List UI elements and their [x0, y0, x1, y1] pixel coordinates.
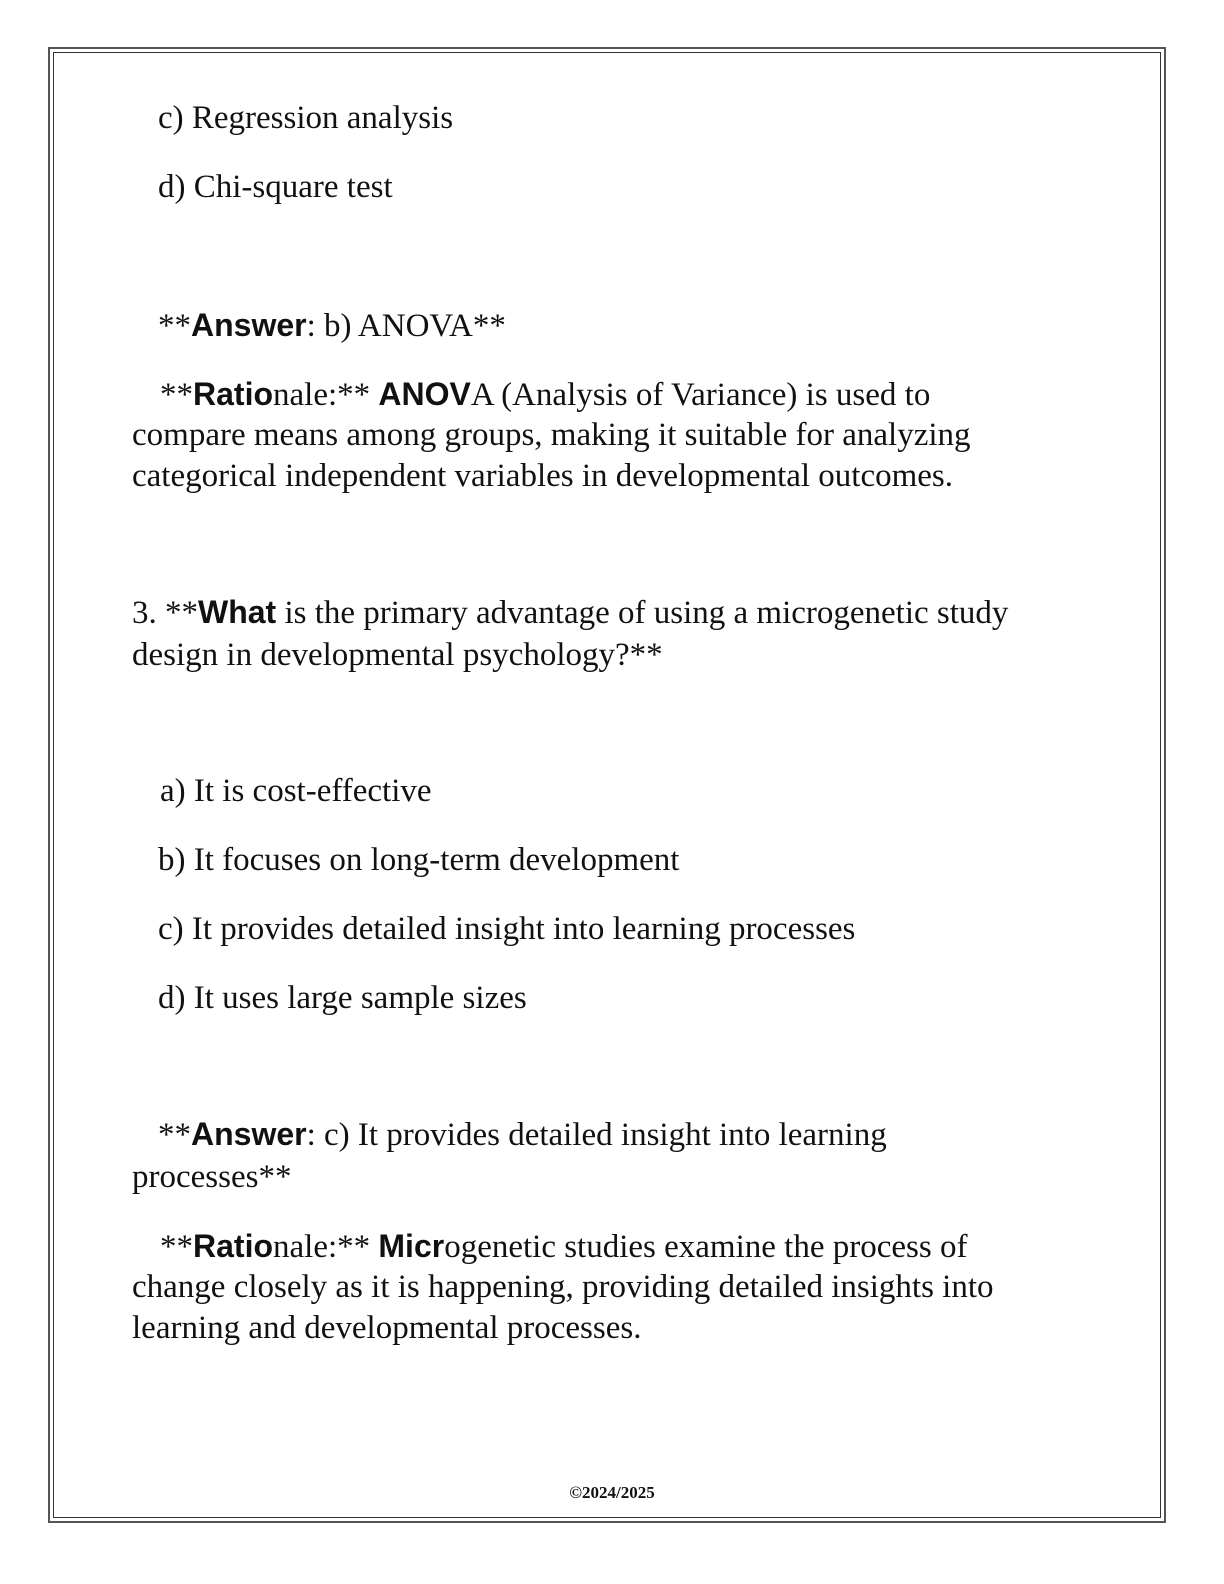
q2-rationale-line-2: compare means among groups, making it suitable for analyzing	[132, 417, 971, 453]
q2-rationale-keyword: Ratio	[193, 376, 273, 412]
q2-rationale-prefix: **	[160, 377, 193, 413]
q3-rationale-keyword: Ratio	[193, 1228, 273, 1264]
q2-rationale-line-3: categorical independent variables in developmental outcomes.	[132, 458, 954, 494]
q2-option-c: c) Regression analysis	[158, 100, 454, 136]
q2-rationale-mid: nale:**	[273, 377, 379, 413]
q3-answer-line-2: processes**	[132, 1159, 292, 1195]
q3-answer-line-1	[158, 1114, 887, 1156]
q3-option-c: c) It provides detailed insight into learning processes	[158, 911, 856, 947]
q2-rationale-bold-word: ANOV	[378, 376, 471, 412]
q3-question-line-1	[132, 592, 1008, 634]
q3-rationale-line-2: change closely as it is happening, providing detailed insights into	[132, 1269, 994, 1305]
q3-option-b: b) It focuses on long-term development	[158, 842, 680, 878]
q3-question-line-2: design in developmental psychology?**	[132, 637, 663, 673]
q3-answer-line1-rest: : c) It provides detailed insight into learning	[306, 1117, 887, 1153]
q3-option-a: a) It is cost-effective	[160, 773, 432, 809]
q3-answer-prefix: **	[158, 1117, 191, 1153]
q3-rationale-prefix: **	[160, 1229, 193, 1265]
q3-answer-keyword: Answer	[191, 1116, 307, 1152]
q3-rationale-mid: nale:**	[273, 1229, 379, 1265]
q2-answer-text: : b) ANOVA**	[306, 308, 506, 344]
q3-question-line1-rest: is the primary advantage of using a microgenetic study	[276, 595, 1009, 631]
q2-rationale-line-1	[160, 374, 930, 416]
q3-rationale-line-1	[160, 1226, 967, 1268]
q3-rationale-line-3: learning and developmental processes.	[132, 1310, 642, 1346]
q3-question-number: 3. **	[132, 595, 198, 631]
q3-rationale-bold-word: Micr	[378, 1228, 445, 1264]
q2-answer-keyword: Answer	[191, 307, 307, 343]
q2-answer	[158, 305, 506, 347]
q2-answer-prefix: **	[158, 308, 191, 344]
q2-option-d: d) Chi-square test	[158, 169, 393, 205]
q2-rationale-line1-rest: A (Analysis of Variance) is used to	[470, 377, 931, 413]
q3-option-d: d) It uses large sample sizes	[158, 980, 527, 1016]
footer-copyright: ©2024/2025	[569, 1483, 655, 1502]
q3-question-keyword: What	[198, 594, 277, 630]
q3-rationale-line1-rest: ogenetic studies examine the process of	[444, 1229, 968, 1265]
